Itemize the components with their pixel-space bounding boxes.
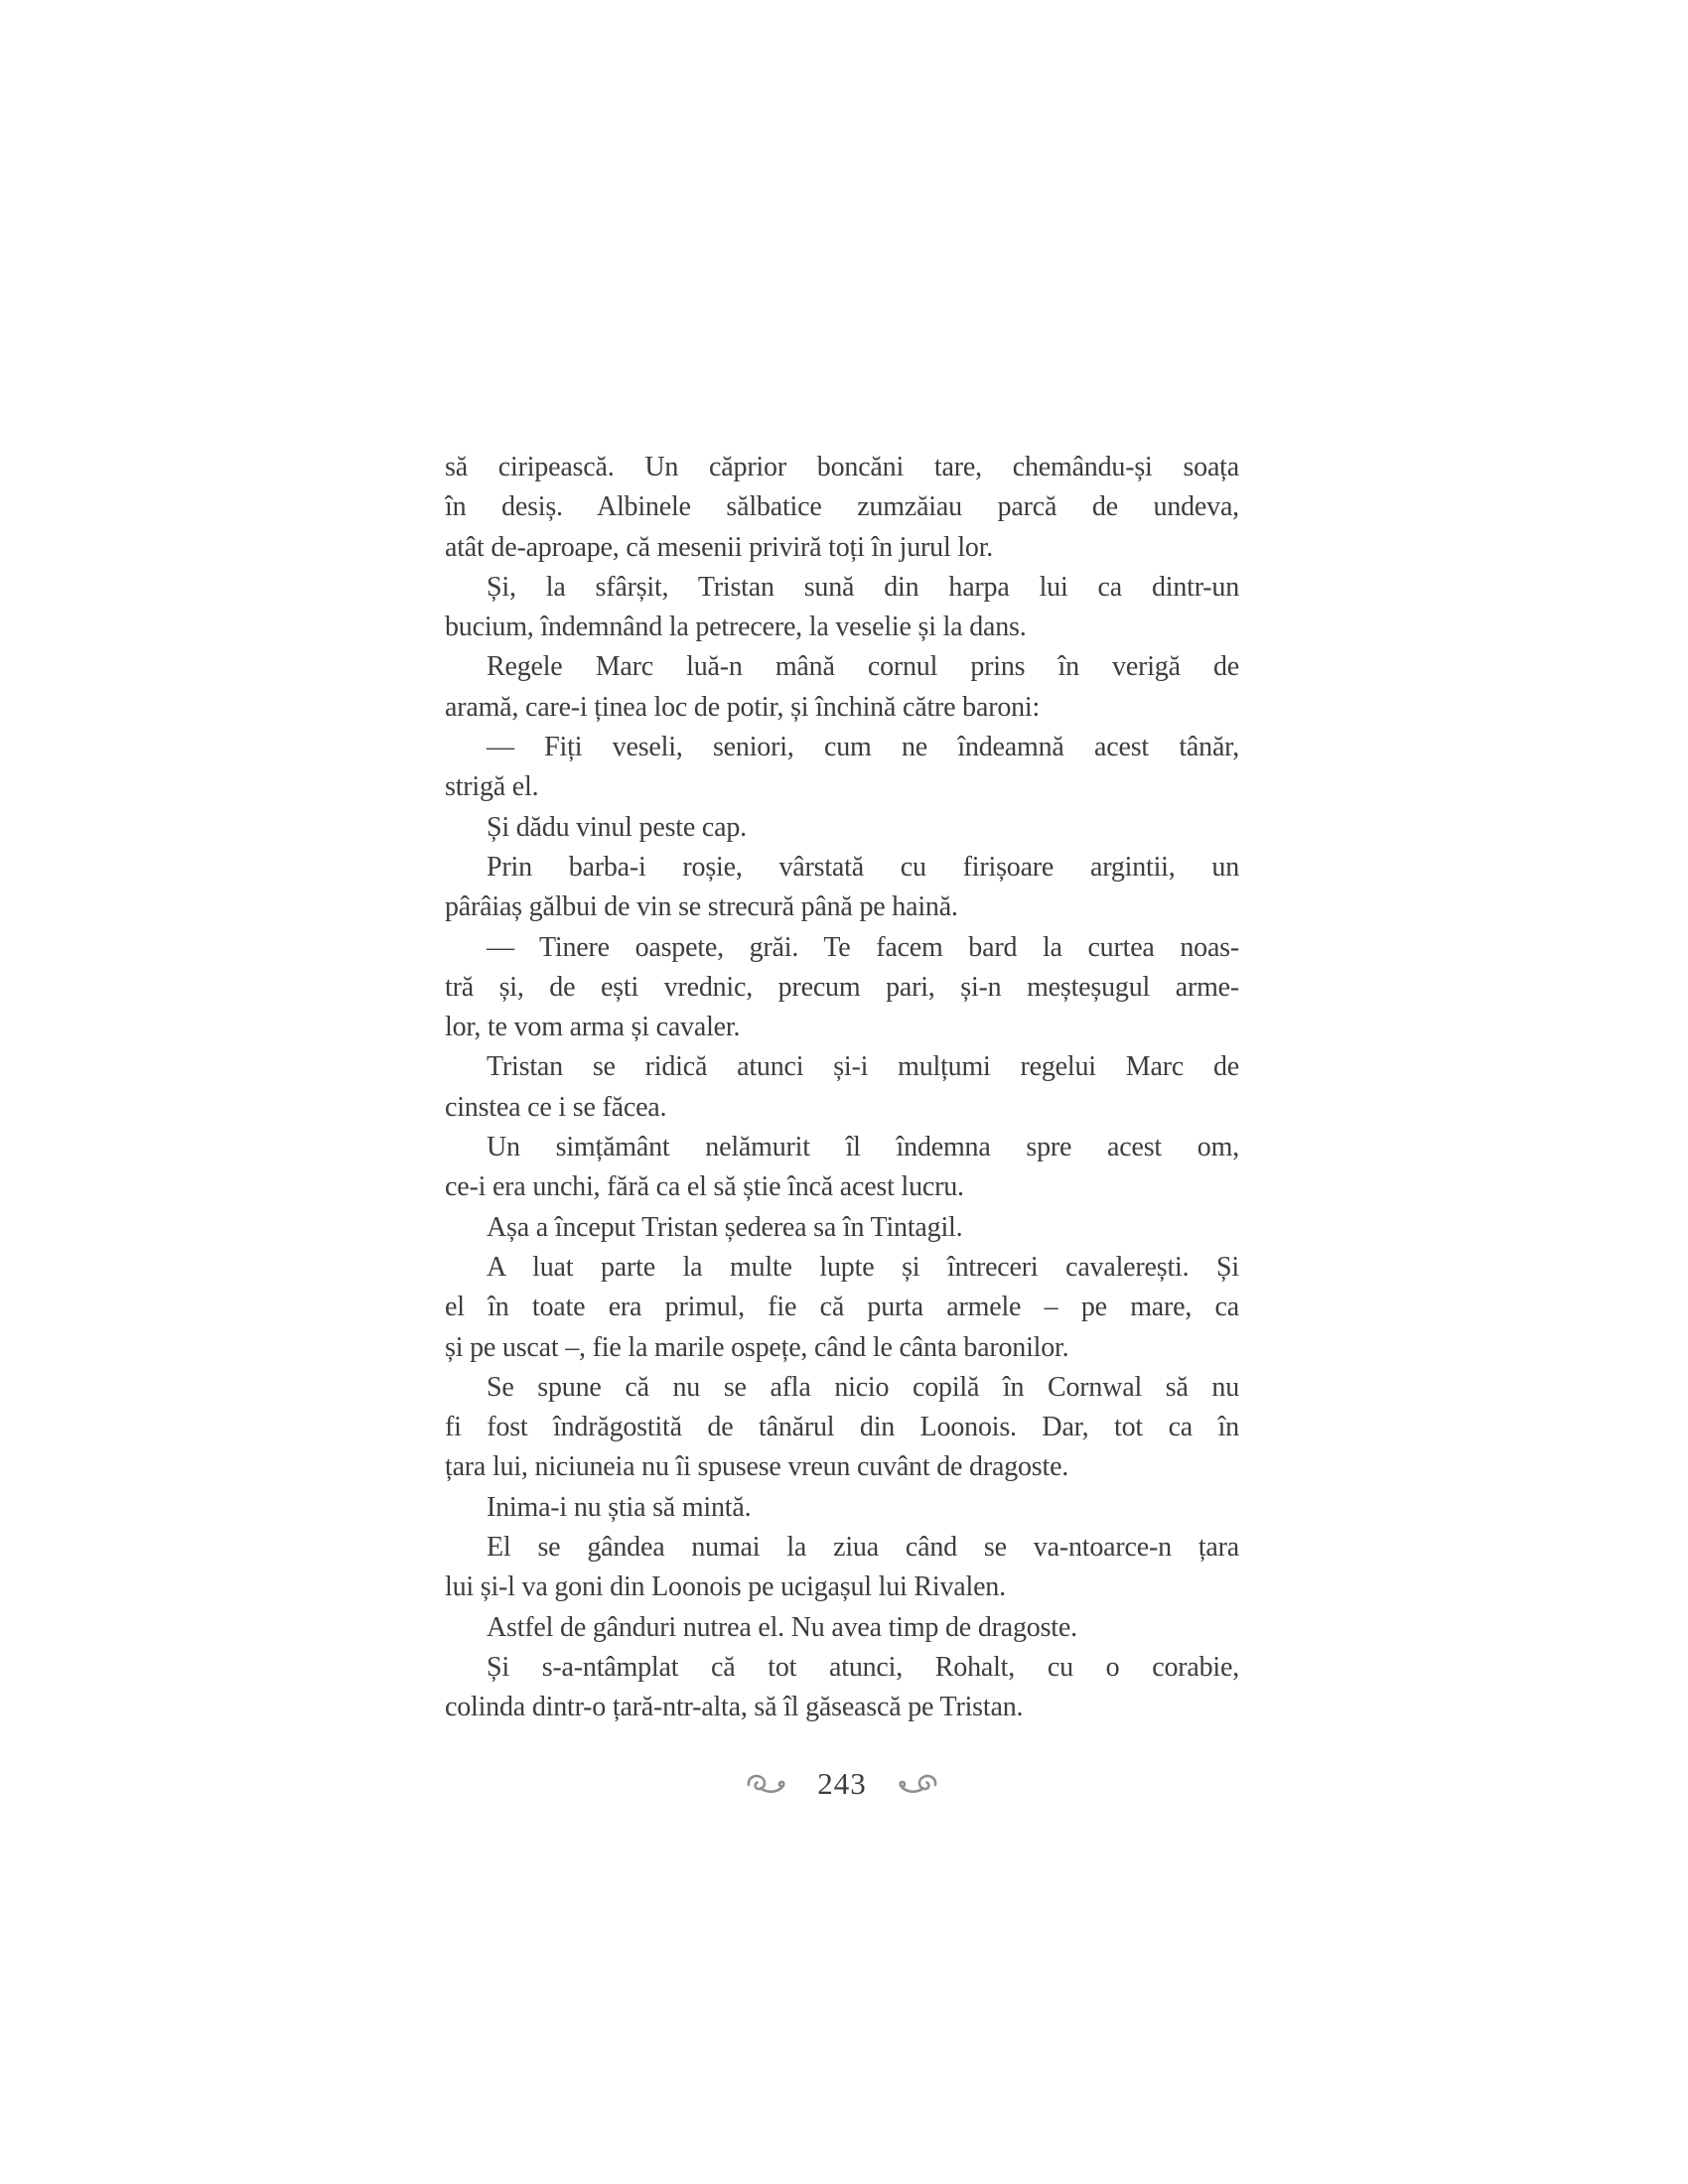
paragraph	[445, 1488, 1239, 1528]
text-line: țara lui, niciuneia nu îi spusese vreun cuvânt de dragoste.	[445, 1451, 1069, 1483]
text-line: să ciripească. Un căprior boncăni tare, chemându-și soața	[445, 452, 1239, 482]
paragraph	[445, 1368, 1239, 1488]
paragraph	[445, 1648, 1239, 1728]
text-line: Tristan se ridică atunci și-i mulțumi regelui Marc de	[487, 1051, 1239, 1083]
text-line: strigă el.	[445, 771, 539, 803]
paragraph	[445, 808, 1239, 848]
text-line: ce-i era unchi, fără ca el să știe încă acest lucru.	[445, 1171, 964, 1203]
text-line: Astfel de gânduri nutrea el. Nu avea timp de dragoste.	[487, 1611, 1077, 1643]
text-line: tră și, de ești vrednic, precum pari, și-n meșteșugul arme-	[445, 971, 1239, 1003]
text-line: Un simțământ nelămurit îl îndemna spre acest om,	[487, 1132, 1239, 1163]
paragraph	[445, 1208, 1239, 1248]
text-line: Și s-a-ntâmplat că tot atunci, Rohalt, cu o corabie,	[487, 1651, 1239, 1683]
paragraph	[445, 448, 1239, 568]
text-line: — Tinere oaspete, grăi. Te facem bard la curtea noas-	[487, 931, 1239, 963]
text-line: Și dădu vinul peste cap.	[487, 811, 747, 843]
text-line: Prin barba-i roșie, vârstată cu firișoare argintii, un	[487, 851, 1239, 883]
text-line: și pe uscat –, fie la marile ospețe, când le cânta baronilor.	[445, 1331, 1069, 1363]
paragraph	[445, 928, 1239, 1048]
paragraph	[445, 848, 1239, 928]
page-number: 243	[817, 1766, 867, 1801]
text-line: bucium, îndemnând la petrecere, la veselie și la dans.	[445, 612, 1027, 643]
paragraph	[445, 728, 1239, 808]
text-line: el în toate era primul, fie că purta armele – pe mare, ca	[445, 1292, 1239, 1323]
paragraph	[445, 1248, 1239, 1368]
text-line: El se gândea numai la ziua când se va-ntoarce-n țara	[487, 1532, 1239, 1564]
paragraph	[445, 568, 1239, 648]
text-line: atât de-aproape, că mesenii priviră toți în jurul lor.	[445, 531, 994, 563]
paragraph	[445, 647, 1239, 728]
page-footer	[445, 1761, 1239, 1807]
text-line: — Fiți veseli, seniori, cum ne îndeamnă acest tânăr,	[487, 732, 1239, 763]
text-line: în desiș. Albinele sălbatice zumzăiau parcă de undeva,	[445, 491, 1239, 523]
text-block	[445, 448, 1239, 1728]
text-line: Inima-i nu știa să mintă.	[487, 1491, 752, 1523]
paragraph	[445, 1047, 1239, 1128]
text-line: Așa a început Tristan șederea sa în Tintagil.	[487, 1211, 963, 1243]
text-line: pârâiaș gălbui de vin se strecură până pe haină.	[445, 891, 958, 923]
text-line: lor, te vom arma și cavaler.	[445, 1012, 741, 1043]
text-line: colinda dintr-o țară-ntr-alta, să îl găsească pe Tristan.	[445, 1692, 1024, 1723]
paragraph	[445, 1528, 1239, 1608]
text-line: Se spune că nu se afla nicio copilă în Cornwal să nu	[487, 1371, 1239, 1403]
text-line: aramă, care-i ținea loc de potir, și închină către baroni:	[445, 691, 1041, 723]
text-line: cinstea ce i se făcea.	[445, 1091, 667, 1123]
flourish-right-icon	[899, 1771, 938, 1797]
text-line: fi fost îndrăgostită de tânărul din Loonois. Dar, tot ca în	[445, 1412, 1239, 1443]
paragraph	[445, 1128, 1239, 1208]
flourish-left-icon	[746, 1771, 785, 1797]
text-line: Regele Marc luă-n mână cornul prins în verigă de	[487, 651, 1239, 683]
paragraph	[445, 1608, 1239, 1648]
text-line: Și, la sfârșit, Tristan sună din harpa lui ca dintr-un	[487, 571, 1239, 603]
text-line: lui și-l va goni din Loonois pe ucigașul lui Rivalen.	[445, 1571, 1006, 1603]
text-line: A luat parte la multe lupte și întreceri cavalerești. Și	[487, 1251, 1239, 1283]
